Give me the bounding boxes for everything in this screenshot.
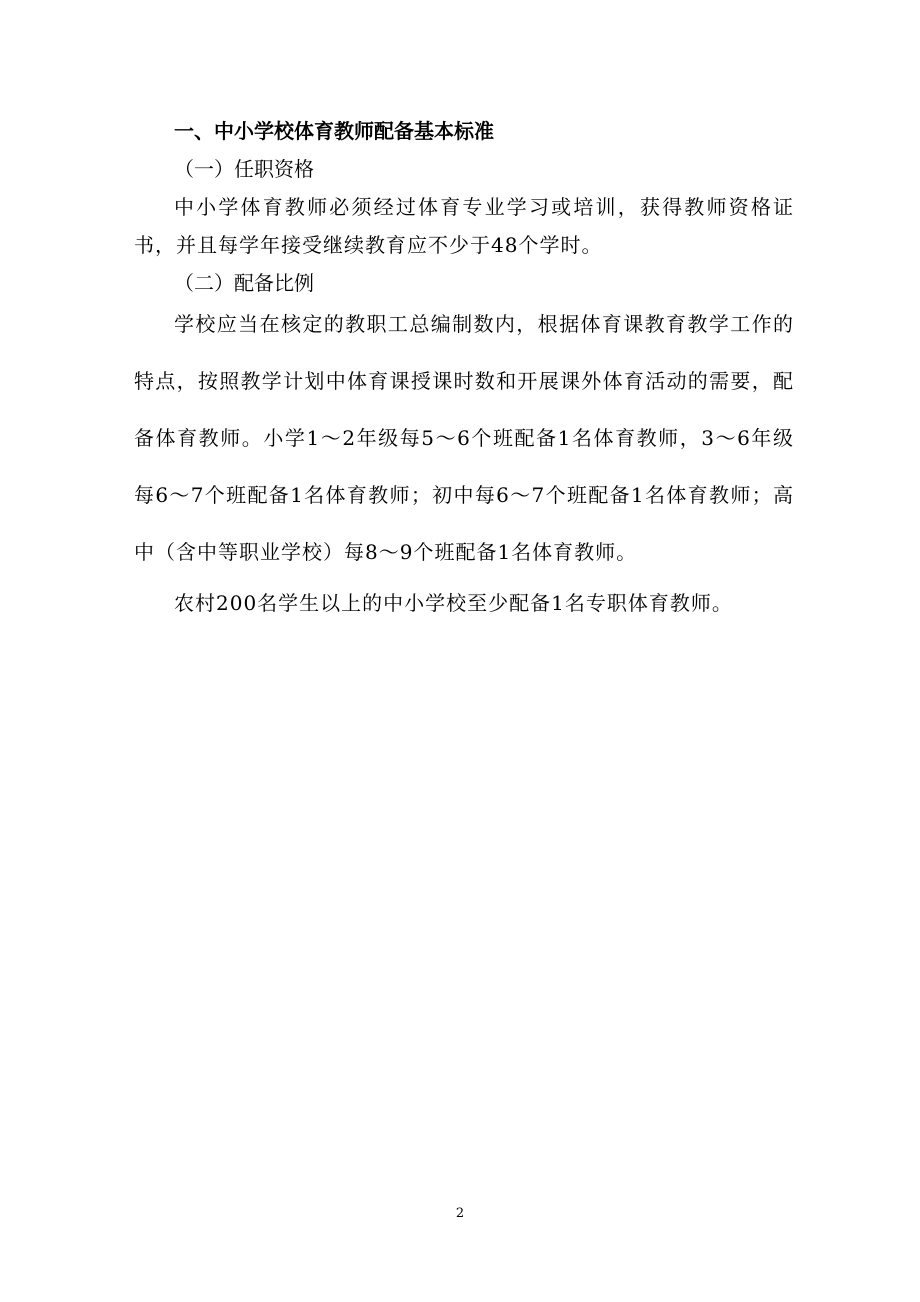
rural-paragraph: 农村200名学生以上的中小学校至少配备1名专职体育教师。: [174, 591, 733, 615]
ratio-paragraph: 学校应当在核定的教职工总编制数内，根据体育课教育教学工作的特点，按照教学计划中体育课授课时数和开展课外体育活动的需要，配备体育教师。小学1～2年级每5～6个班配备1名体育教师，3～6年级每6～7个班配备1名体育教师；初中每6～7个班配备1名体育教师；高中（含中等职业学校）每8～9个班配备1名体育教师。: [134, 312, 794, 564]
subsection-heading-ratio: （二）配备比例: [174, 271, 314, 295]
page-number: 2: [455, 1206, 465, 1221]
qualification-paragraph: 中小学体育教师必须经过体育专业学习或培训，获得教师资格证书，并且每学年接受继续教育应不少于48个学时。: [134, 195, 794, 257]
subsection-heading-qualification: （一）任职资格: [174, 157, 314, 181]
section-title: 一、中小学校体育教师配备基本标准: [174, 119, 494, 143]
document-body: [134, 112, 794, 632]
